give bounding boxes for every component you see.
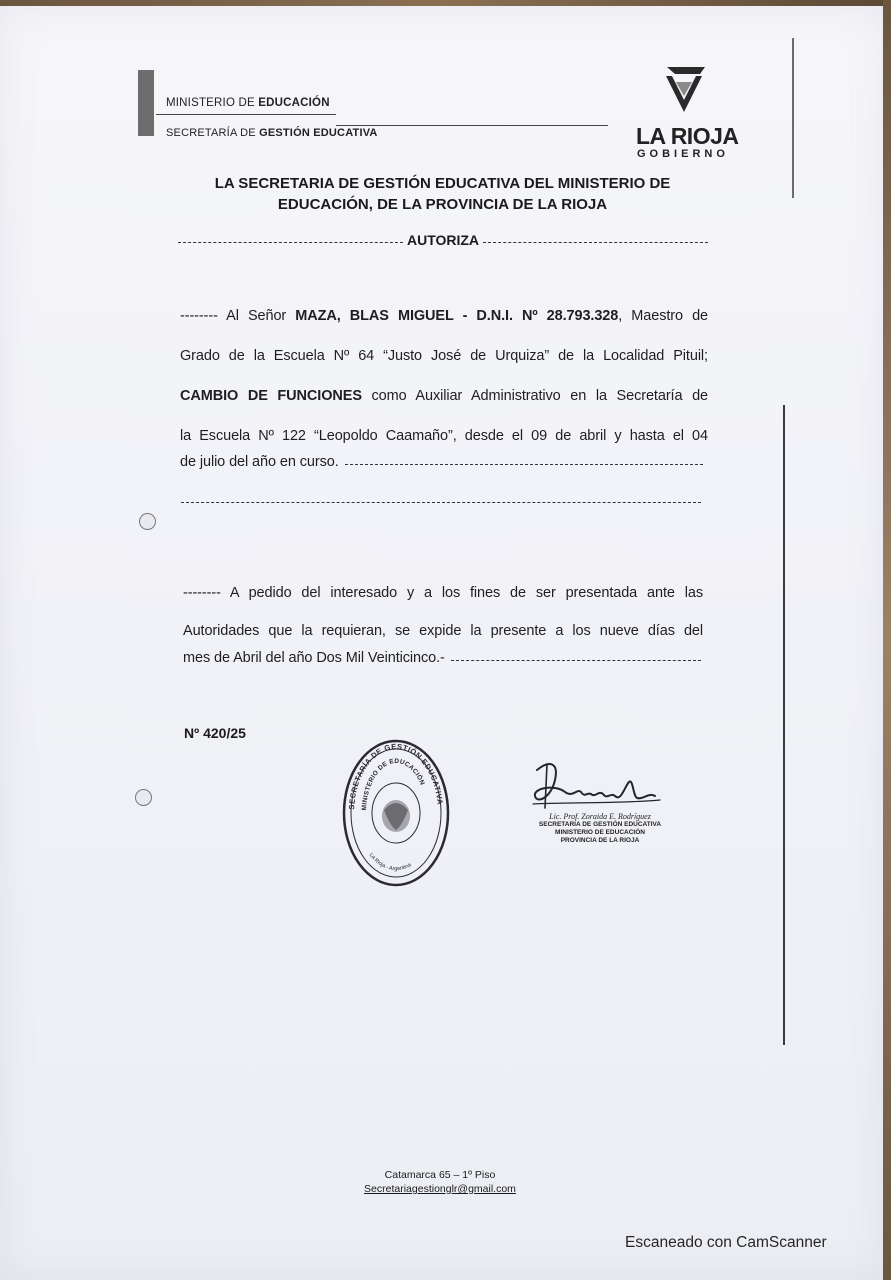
- punch-hole: [139, 513, 156, 530]
- logo-name: LA RIOJA: [636, 123, 739, 149]
- secretary-name: GESTIÓN EDUCATIVA: [259, 127, 378, 139]
- signer-province: PROVINCIA DE LA RIOJA: [560, 837, 640, 844]
- punch-hole: [135, 789, 152, 806]
- signer-name: Lic. Prof. Zoraida E. Rodríguez: [549, 812, 651, 821]
- seal-bottom-text: La Rioja - Argentina: [367, 852, 413, 873]
- document-title: [180, 173, 705, 215]
- paragraph-line-final: [180, 454, 703, 470]
- paragraph-line: la Escuela Nº 122 “Leopoldo Caamaño”, desde el 09 de abril y hasta el 04: [180, 428, 708, 444]
- person-name: MAZA, BLAS MIGUEL - D.N.I. Nº 28.793.328: [295, 308, 619, 324]
- ministry-prefix: MINISTERIO DE: [166, 97, 259, 109]
- header-accent-bar: [138, 70, 154, 136]
- signer-ministry: MINISTERIO DE EDUCACIÓN: [555, 829, 645, 836]
- signature-block: [520, 813, 680, 845]
- header-rule: [336, 125, 608, 126]
- authorize-heading: [178, 232, 708, 248]
- dash-fill: [345, 464, 703, 465]
- paragraph-line: de julio del año en curso.: [180, 454, 339, 470]
- paragraph-line: Autoridades que la requieran, se expide la presente a los nueve días del: [183, 623, 703, 639]
- page-fold-line: [783, 405, 785, 1045]
- paragraph-line: Grado de la Escuela Nº 64 “Justo José de Urquiza” de la Localidad Pituil;: [180, 348, 708, 364]
- seal-inner-text: MINISTERIO DE EDUCACIÓN: [360, 757, 426, 811]
- seal-outer-text: SECRETARÍA DE GESTIÓN EDUCATIVA: [347, 741, 445, 810]
- dash-fill: [181, 502, 701, 503]
- official-seal-icon: [340, 738, 452, 888]
- document-number: Nº 420/25: [184, 725, 246, 741]
- authorization-paragraph: [180, 296, 708, 456]
- secretary-prefix: SECRETARÍA DE: [166, 127, 260, 139]
- logo-subtitle: GOBIERNO: [637, 148, 729, 160]
- ministry-name: EDUCACIÓN: [258, 97, 330, 109]
- paragraph-line: mes de Abril del año Dos Mil Veinticinco.-: [183, 650, 445, 666]
- dash-fill: [178, 242, 403, 243]
- header-rule: [156, 114, 336, 115]
- page-footer: [330, 1168, 550, 1196]
- page-fold-line-top: [792, 38, 794, 198]
- dash-fill: [483, 242, 708, 243]
- issuance-paragraph: [183, 574, 703, 650]
- greeting: Al Señor: [217, 308, 296, 324]
- paragraph-line-final: [183, 650, 701, 666]
- background-surface-edge: [883, 0, 891, 1280]
- scanner-watermark: Escaneado con CamScanner: [625, 1234, 827, 1251]
- header-ministry: [166, 97, 330, 109]
- filler-dash-line: [181, 498, 701, 503]
- paragraph-line: [180, 296, 708, 336]
- lead-dashes: --------: [180, 308, 218, 324]
- duties-detail: como Auxiliar Administrativo en la Secretaría de: [361, 388, 708, 404]
- svg-text:SECRETARÍA DE GESTIÓN EDUCATIV: [347, 742, 445, 810]
- title-line: LA SECRETARIA DE GESTIÓN EDUCATIVA DEL MINISTERIO DE: [214, 175, 671, 192]
- person-role: , Maestro de: [618, 308, 709, 324]
- paragraph-line: -------- A pedido del interesado y a los fines de ser presentada ante las: [183, 585, 703, 601]
- footer-address: Catamarca 65 – 1º Piso: [384, 1169, 496, 1181]
- change-of-duties: CAMBIO DE FUNCIONES: [180, 388, 362, 404]
- dash-fill: [451, 660, 701, 661]
- header-secretary: [166, 127, 378, 139]
- authorize-label: AUTORIZA: [406, 232, 480, 248]
- footer-email: Secretariagestionglr@gmail.com: [364, 1183, 516, 1195]
- paragraph-line: [180, 376, 708, 416]
- signer-title: SECRETARIA DE GESTIÓN EDUCATIVA: [538, 821, 662, 828]
- title-line: EDUCACIÓN, DE LA PROVINCIA DE LA RIOJA: [277, 196, 608, 213]
